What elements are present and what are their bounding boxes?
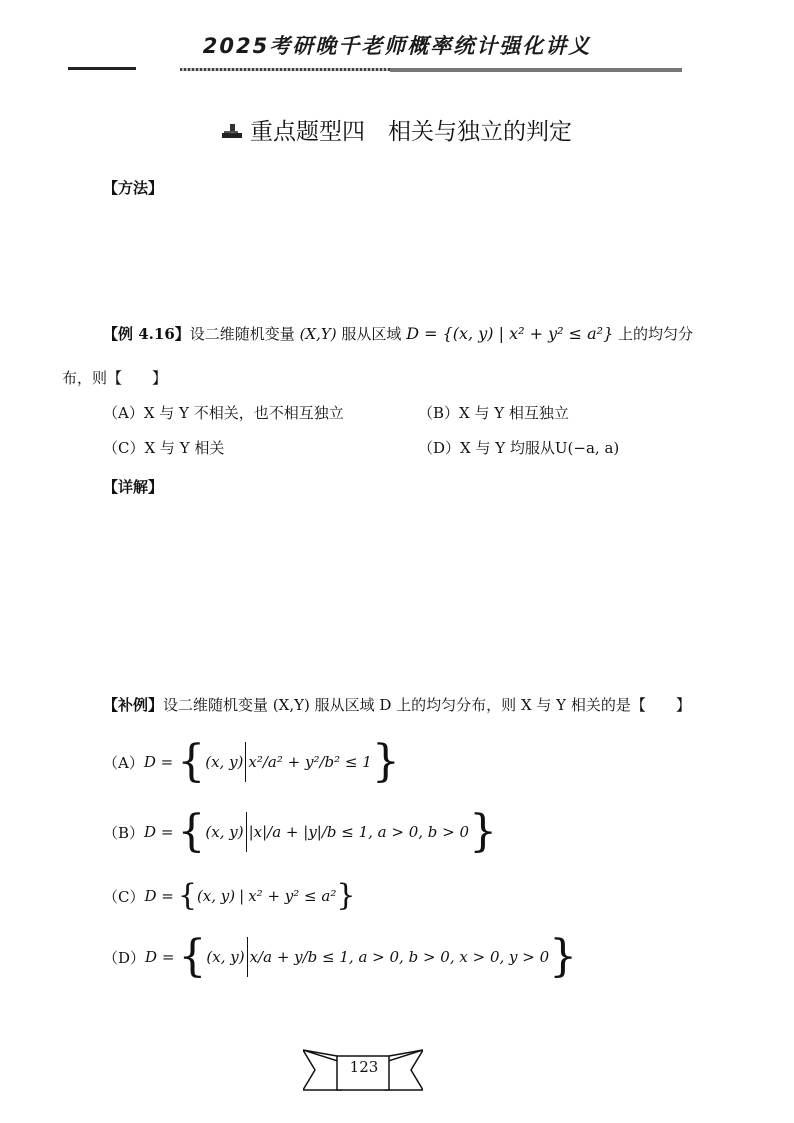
supplement-label: 【补例】	[103, 696, 164, 714]
example-option-c[interactable]	[103, 437, 224, 458]
header-rule-left	[68, 67, 136, 70]
option-label: （A）	[103, 404, 144, 422]
option-text: X 与 Y 相互独立	[459, 404, 569, 422]
section-title	[0, 113, 794, 146]
option-set: (x, y)	[205, 823, 244, 841]
option-label: （C）	[103, 439, 145, 457]
page-header-title: 2025考研晚千老师概率统计强化讲义	[202, 34, 592, 58]
set-bar	[247, 937, 248, 977]
right-brace: }	[469, 806, 498, 857]
example-option-d[interactable]	[418, 437, 619, 458]
option-expr: |x|/a + |y|/b ≤ 1, a > 0, b > 0	[248, 823, 470, 841]
section-title-text: 重点题型四 相关与独立的判定	[250, 119, 572, 145]
right-brace: }	[336, 878, 356, 913]
option-expr: x²/a² + y²/b² ≤ 1	[248, 753, 372, 771]
option-label: （D）	[418, 439, 461, 457]
example-stem	[103, 323, 693, 344]
example-stem-text: 设二维随机变量	[189, 325, 295, 343]
option-text: X 与 Y 相关	[144, 439, 225, 457]
supplement-option-d[interactable]	[103, 931, 578, 982]
set-bar	[245, 742, 246, 782]
option-text: X 与 Y 不相关，也不相互独立	[143, 404, 344, 422]
option-prefix: D =	[144, 823, 174, 841]
option-label: （A）	[103, 753, 144, 772]
right-brace: }	[549, 931, 578, 982]
option-prefix: D =	[144, 887, 174, 905]
option-prefix: D =	[143, 753, 174, 771]
option-label: （C）	[103, 887, 145, 906]
option-set: (x, y)	[196, 887, 236, 905]
option-set: (x, y)	[205, 753, 244, 771]
left-brace: {	[177, 736, 206, 787]
pen-icon	[222, 124, 242, 140]
option-set: (x, y)	[206, 948, 245, 966]
left-brace: {	[178, 931, 207, 982]
option-prefix: D =	[145, 948, 175, 966]
header-rule-right	[390, 68, 682, 72]
set-bar: |	[239, 887, 245, 905]
example-label: 【例 4.16】	[103, 325, 190, 343]
method-label: 【方法】	[103, 179, 164, 197]
option-text: X 与 Y 均服从U(−a, a)	[460, 439, 620, 457]
left-brace: {	[177, 806, 206, 857]
set-bar	[246, 812, 247, 852]
example-option-b[interactable]	[418, 402, 569, 423]
supplement-option-c[interactable]	[103, 876, 355, 916]
example-region: D = {(x, y) | x² + y² ≤ a²}	[406, 324, 614, 343]
right-brace: }	[371, 736, 400, 787]
example-stem-cont: 布，则【 】	[62, 369, 168, 387]
option-label: （B）	[103, 823, 145, 842]
example-stem-mid: 服从区域	[341, 325, 402, 343]
example-stem-var: (X,Y)	[299, 325, 337, 343]
option-expr: x² + y² ≤ a²	[248, 887, 337, 905]
left-brace: {	[177, 878, 197, 913]
option-label: （D）	[103, 948, 146, 967]
option-expr: x/a + y/b ≤ 1, a > 0, b > 0, x > 0, y > 0	[249, 948, 550, 966]
supplement-option-b[interactable]	[103, 808, 497, 856]
supplement-option-a[interactable]	[103, 736, 400, 787]
page-number: 123	[349, 1058, 379, 1076]
example-option-a[interactable]	[103, 402, 344, 423]
supplement-stem-text: 设二维随机变量 (X,Y) 服从区域 D 上的均匀分布，则 X 与 Y 相关的是【 】	[163, 696, 691, 714]
example-stem-end: 上的均匀分	[618, 325, 694, 343]
detail-label: 【详解】	[103, 478, 164, 496]
supplement-stem	[103, 694, 691, 715]
option-label: （B）	[418, 404, 460, 422]
